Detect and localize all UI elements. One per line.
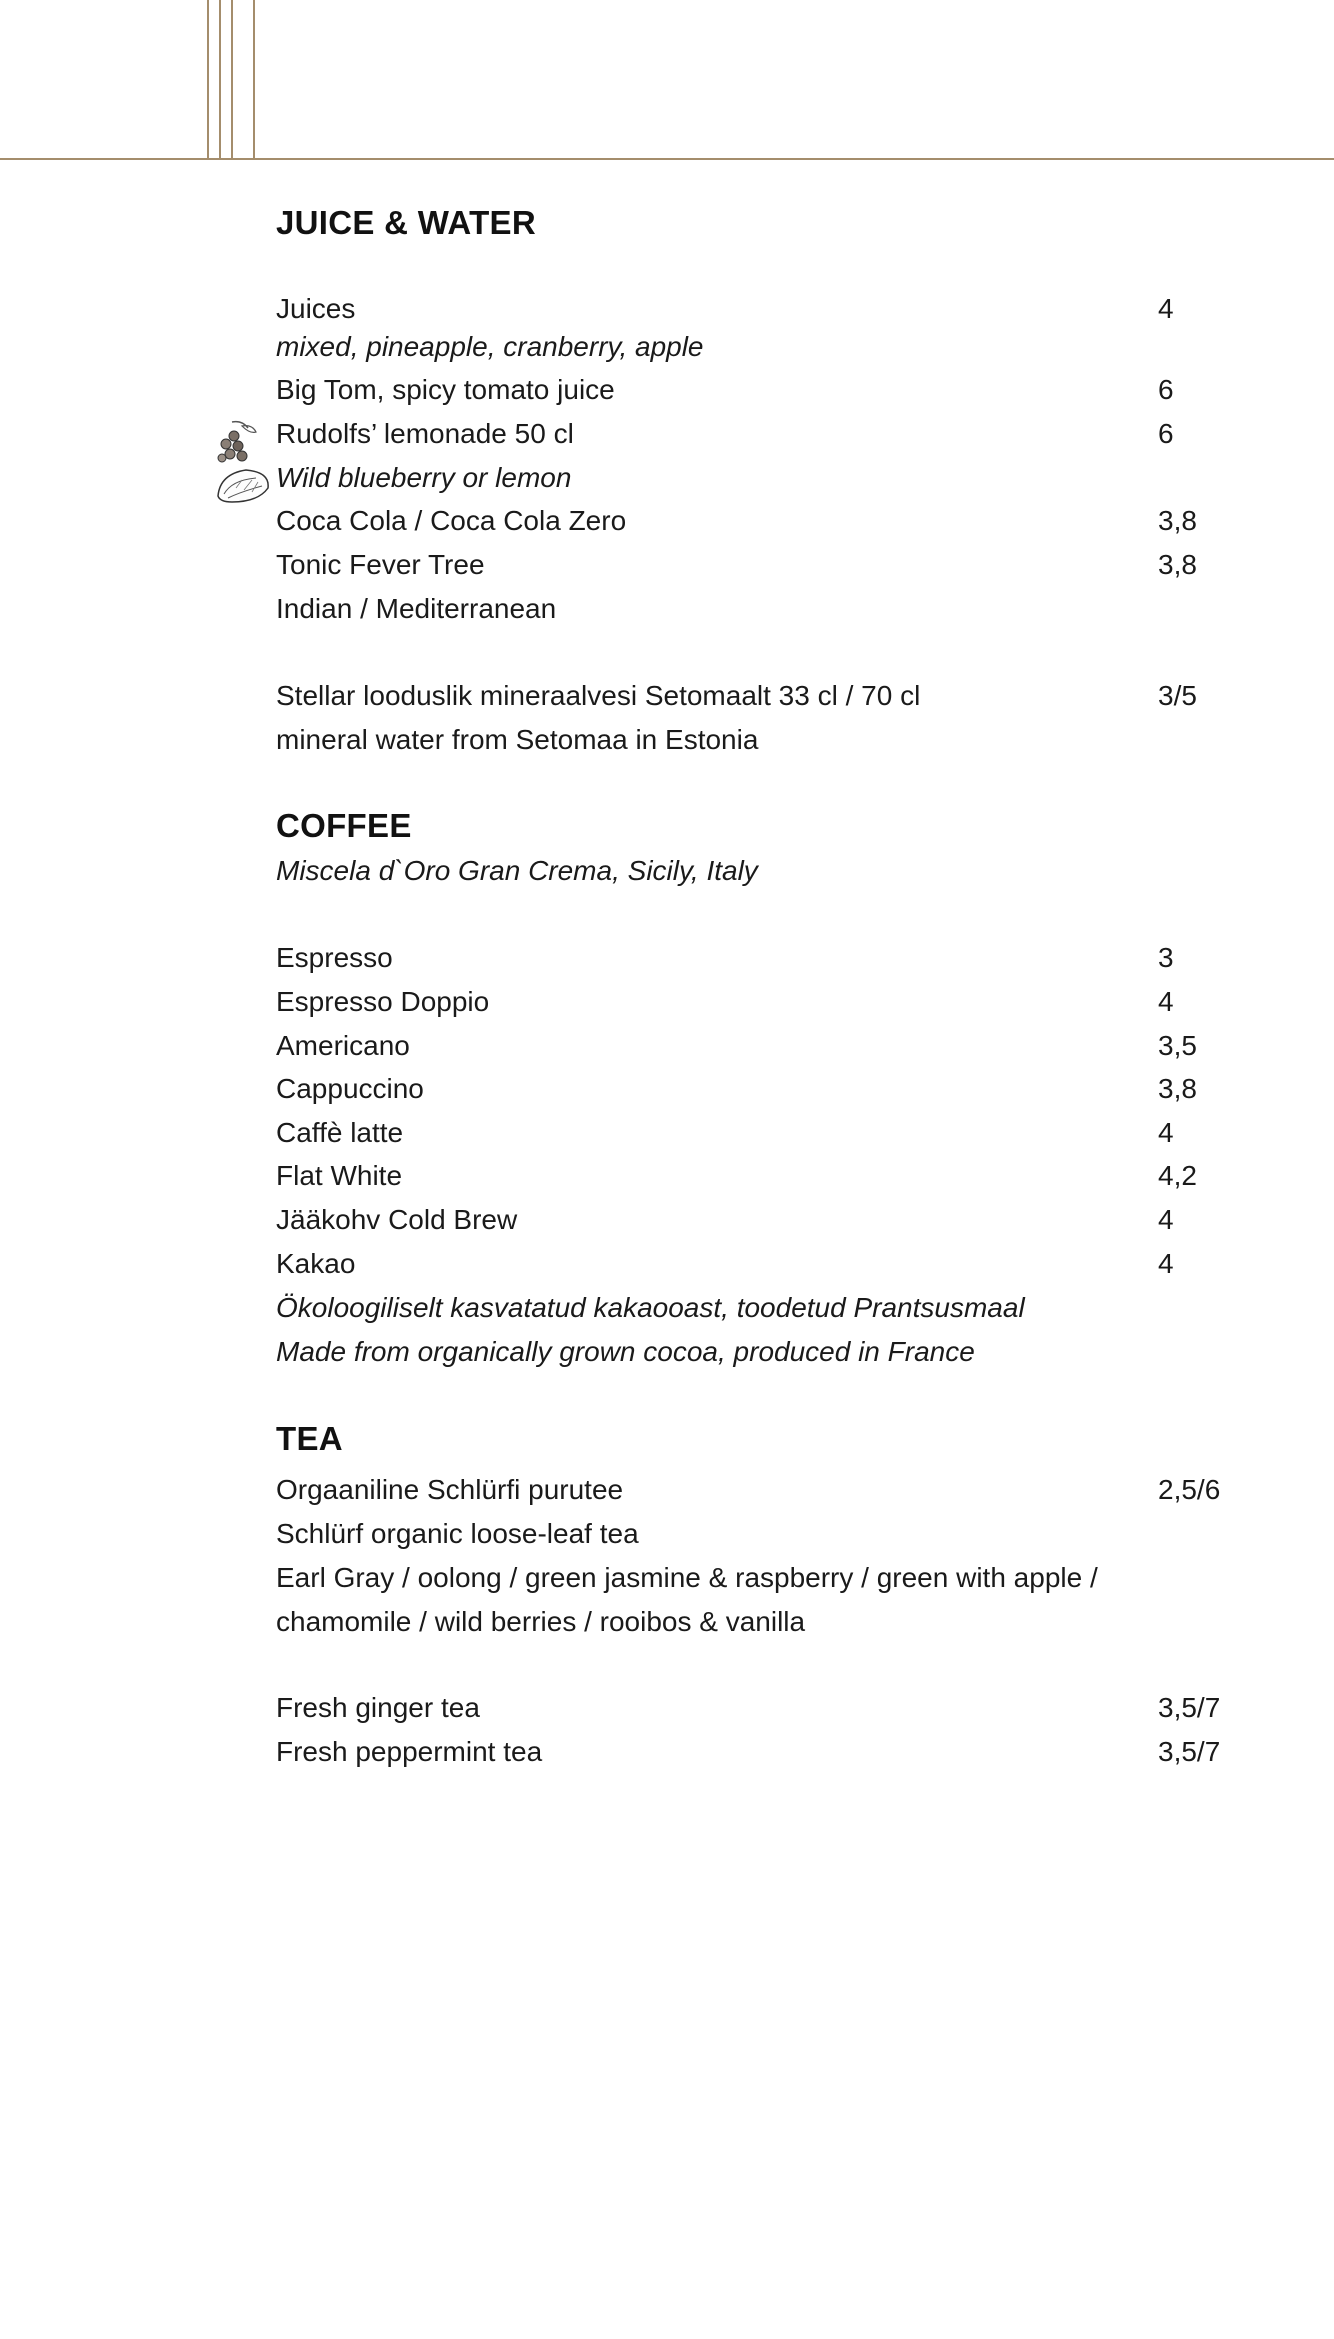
price-cold-brew: 4 (1158, 1204, 1174, 1235)
price-americano: 3,5 (1158, 1030, 1197, 1061)
item-lemonade-desc: Wild blueberry or lemon (276, 462, 572, 493)
tea-flavors-line-2: chamomile / wild berries / rooibos & vanilla (276, 1606, 806, 1637)
price-ginger-tea: 3,5/7 (1158, 1692, 1221, 1723)
price-peppermint-tea: 3,5/7 (1158, 1736, 1221, 1767)
item-big-tom: Big Tom, spicy tomato juice (276, 374, 615, 405)
item-tonic-desc: Indian / Mediterranean (276, 593, 557, 624)
price-cola: 3,8 (1158, 505, 1197, 536)
item-kakao: Kakao (276, 1248, 356, 1279)
decorative-line (219, 0, 221, 160)
price-water: 3/5 (1158, 680, 1197, 711)
section-title-tea: TEA (276, 1420, 343, 1457)
section-title-juice-water: JUICE & WATER (276, 204, 536, 241)
price-juices: 4 (1158, 293, 1174, 324)
price-caffe-latte: 4 (1158, 1117, 1174, 1148)
price-organic-tea: 2,5/6 (1158, 1474, 1221, 1505)
cocoa-note-en: Made from organically grown cocoa, produced in France (276, 1336, 975, 1367)
price-lemonade: 6 (1158, 418, 1174, 449)
item-cold-brew: Jääkohv Cold Brew (276, 1204, 518, 1235)
price-cappuccino: 3,8 (1158, 1073, 1197, 1104)
item-ginger-tea: Fresh ginger tea (276, 1692, 480, 1723)
item-espresso: Espresso (276, 942, 393, 973)
price-espresso-doppio: 4 (1158, 986, 1174, 1017)
item-peppermint-tea: Fresh peppermint tea (276, 1736, 543, 1767)
price-espresso: 3 (1158, 942, 1174, 973)
decorative-line (207, 0, 209, 160)
item-juices-desc: mixed, pineapple, cranberry, apple (276, 331, 704, 362)
decorative-line (253, 0, 255, 160)
item-flat-white: Flat White (276, 1160, 403, 1191)
item-water-desc: mineral water from Setomaa in Estonia (276, 724, 759, 755)
item-organic-tea: Orgaaniline Schlürfi purutee (276, 1474, 624, 1505)
item-espresso-doppio: Espresso Doppio (276, 986, 490, 1017)
item-organic-tea-en: Schlürf organic loose-leaf tea (276, 1518, 639, 1549)
coffee-subtitle: Miscela d`Oro Gran Crema, Sicily, Italy (276, 855, 758, 886)
tea-flavors-line-1: Earl Gray / oolong / green jasmine & raspberry / green with apple / (276, 1562, 1098, 1593)
section-title-coffee: COFFEE (276, 807, 412, 844)
item-caffe-latte: Caffè latte (276, 1117, 404, 1148)
header-divider (0, 158, 1334, 160)
item-cola: Coca Cola / Coca Cola Zero (276, 505, 627, 536)
price-tonic: 3,8 (1158, 549, 1197, 580)
item-cappuccino: Cappuccino (276, 1073, 424, 1104)
price-kakao: 4 (1158, 1248, 1174, 1279)
item-lemonade: Rudolfs’ lemonade 50 cl (276, 418, 574, 449)
price-flat-white: 4,2 (1158, 1160, 1197, 1191)
price-big-tom: 6 (1158, 374, 1174, 405)
item-americano: Americano (276, 1030, 410, 1061)
item-water: Stellar looduslik mineraalvesi Setomaalt 33 cl / 70 cl (276, 680, 921, 711)
cocoa-note-et: Ökoloogiliselt kasvatatud kakaooast, toodetud Prantsusmaal (276, 1292, 1025, 1323)
item-tonic: Tonic Fever Tree (276, 549, 485, 580)
decorative-line (231, 0, 233, 160)
item-juices: Juices (276, 293, 356, 324)
blueberry-lemon-icon (212, 418, 274, 508)
